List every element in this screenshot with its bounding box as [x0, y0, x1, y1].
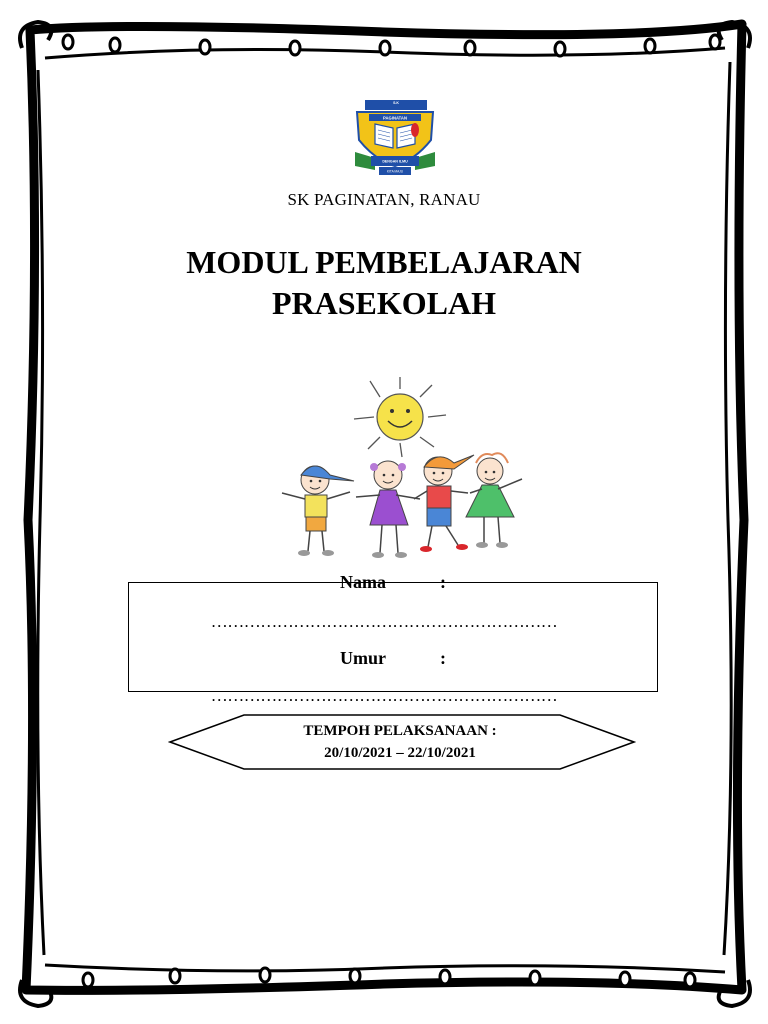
name-colon: : — [440, 572, 446, 592]
svg-text:PAGINATAN: PAGINATAN — [383, 115, 407, 121]
child-4 — [466, 453, 522, 548]
sun-icon — [354, 377, 446, 457]
svg-text:S.K: S.K — [393, 101, 399, 105]
child-2 — [356, 461, 420, 558]
period-dates: 20/10/2021 – 22/10/2021 — [324, 745, 476, 761]
svg-text:KITA MAJU: KITA MAJU — [386, 169, 404, 174]
module-title-line2: PRASEKOLAH — [271, 285, 497, 321]
name-label: Nama — [340, 572, 386, 592]
student-info-box — [128, 582, 658, 692]
child-3 — [414, 455, 474, 552]
child-1 — [282, 466, 354, 556]
age-colon: : — [440, 648, 446, 668]
module-title — [0, 242, 768, 324]
school-name: SK PAGINATAN, RANAU — [287, 190, 481, 209]
children-and-sun-illustration — [270, 375, 530, 565]
age-field[interactable]: ……………………………………………………… — [210, 686, 558, 705]
name-field[interactable]: ……………………………………………………… — [210, 612, 558, 631]
school-crest-logo — [355, 100, 435, 178]
svg-text:DENGAN ILMU: DENGAN ILMU — [382, 159, 408, 164]
period-banner — [168, 713, 636, 771]
age-label: Umur — [340, 648, 386, 668]
period-label: TEMPOH PELAKSANAAN : — [303, 723, 497, 739]
module-title-line1: MODUL PEMBELAJARAN — [186, 244, 582, 280]
